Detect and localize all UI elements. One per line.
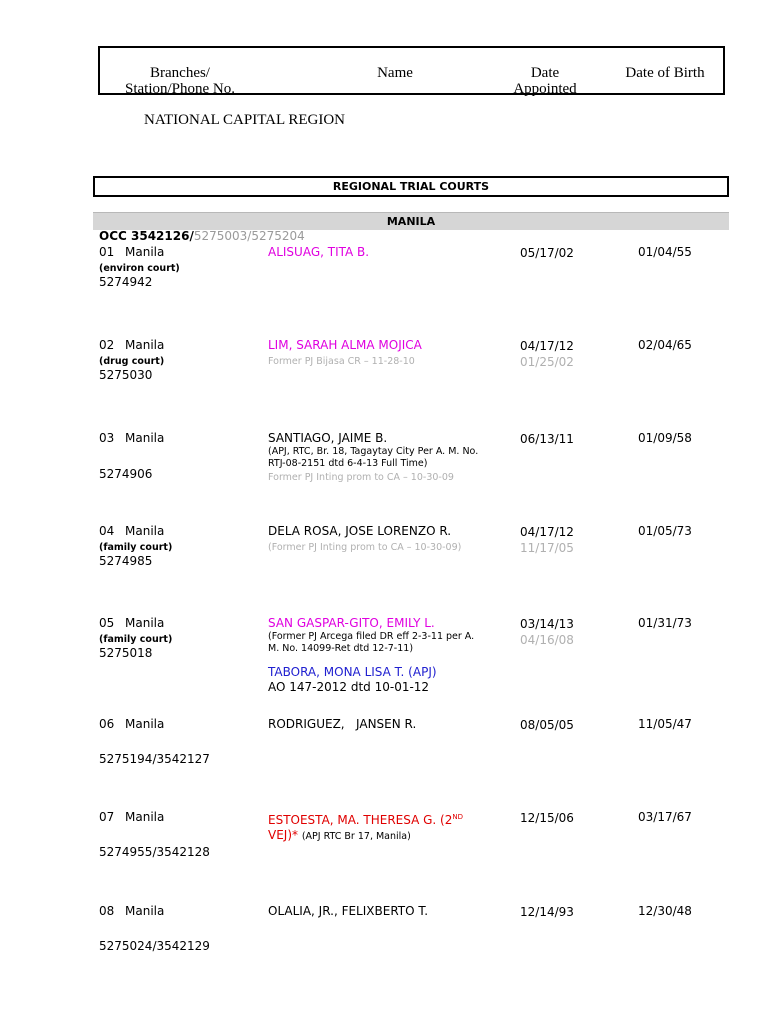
judge-name: SAN GASPAR-GITO, EMILY L. — [268, 616, 435, 630]
judge-name: SANTIAGO, JAIME B. — [268, 431, 388, 445]
name-cell — [268, 431, 493, 485]
branch-city: Manila — [125, 431, 165, 445]
branch-number: 08 — [99, 904, 115, 918]
judge-name: OLALIA, JR., FELIXBERTO T. — [268, 904, 429, 918]
branch-city: Manila — [125, 717, 165, 731]
branch-city: Manila — [125, 245, 165, 259]
branch-cell — [99, 904, 210, 954]
branch-phone: 5275030 — [99, 368, 153, 382]
date-appointed: 12/15/06 — [520, 811, 574, 825]
date-cell — [520, 338, 574, 370]
date-cell — [520, 616, 574, 648]
branch-number: 05 — [99, 616, 115, 630]
branch-cell — [99, 524, 172, 569]
branch-cell — [99, 717, 210, 767]
header-name: Name — [377, 65, 413, 81]
judge-detail: (APJ RTC Br 17, Manila) — [301, 831, 411, 842]
branch-phone: 5274955/3542128 — [99, 845, 210, 859]
branch-city: Manila — [125, 810, 165, 824]
judge-detail: (Former PJ Arcega filed DR eff 2-3-11 per A. M. No. 14099-Ret dtd 12-7-11) — [268, 631, 475, 654]
former-judge-note: Former PJ Bijasa CR – 11-28-10 — [268, 356, 415, 367]
branch-phone: 5274985 — [99, 554, 153, 568]
branch-city: Manila — [125, 524, 165, 538]
name-cell — [268, 338, 493, 369]
date-of-birth: 01/05/73 — [638, 524, 692, 538]
occ-number: OCC 3542126/ — [99, 229, 194, 243]
branch-number: 01 — [99, 245, 115, 259]
table-header — [98, 46, 725, 95]
apj-name: TABORA, MONA LISA T. (APJ) — [268, 665, 437, 679]
date-cell — [520, 524, 574, 556]
branch-city: Manila — [125, 616, 165, 630]
branch-cell — [99, 616, 172, 661]
name-cell — [268, 616, 493, 695]
date-previous: 04/16/08 — [520, 633, 574, 647]
branch-phone: 5275024/3542129 — [99, 939, 210, 953]
header-date-line1: Date — [530, 65, 560, 81]
header-branches-line2: Station/Phone No. — [124, 81, 235, 97]
branch-cell — [99, 431, 164, 482]
branch-cell — [99, 810, 210, 860]
judge-name: LIM, SARAH ALMA MOJICA — [268, 338, 422, 352]
header-date-appointed — [500, 65, 590, 97]
header-branches-line1: Branches/ — [150, 65, 210, 81]
judge-name: ESTOESTA, MA. THERESA G. (2 — [268, 813, 453, 827]
date-of-birth: 01/04/55 — [638, 245, 692, 259]
occ-line — [99, 229, 305, 243]
branch-note: (family court) — [99, 634, 173, 645]
date-appointed: 08/05/05 — [520, 718, 574, 732]
name-cell — [268, 524, 493, 555]
header-branches — [100, 65, 260, 97]
date-of-birth: 01/09/58 — [638, 431, 692, 445]
date-of-birth: 12/30/48 — [638, 904, 692, 918]
date-previous: 11/17/05 — [520, 541, 574, 555]
date-appointed: 04/17/12 — [520, 525, 574, 539]
occ-alt-numbers: 5275003/5275204 — [193, 229, 305, 243]
branch-city: Manila — [125, 904, 165, 918]
branch-city: Manila — [125, 338, 165, 352]
former-judge-note: Former PJ Inting prom to CA – 10-30-09 — [268, 472, 454, 483]
judge-name: ALISUAG, TITA B. — [268, 245, 370, 259]
judge-detail: (APJ, RTC, Br. 18, Tagaytay City Per A. M. No. RTJ-08-2151 dtd 6-4-13 Full Time) — [268, 446, 479, 469]
date-appointed: 04/17/12 — [520, 339, 574, 353]
branch-phone: 5274906 — [99, 467, 153, 481]
name-cell — [268, 810, 493, 843]
branch-phone: 5275194/3542127 — [99, 752, 210, 766]
judge-name-cont: VEJ)* — [268, 828, 299, 842]
date-of-birth: 03/17/67 — [638, 810, 692, 824]
date-of-birth: 01/31/73 — [638, 616, 692, 630]
header-date-of-birth: Date of Birth — [625, 65, 705, 81]
branch-number: 07 — [99, 810, 115, 824]
admin-order: AO 147-2012 dtd 10-01-12 — [268, 680, 430, 694]
date-appointed: 06/13/11 — [520, 432, 574, 446]
region-title: NATIONAL CAPITAL REGION — [144, 112, 345, 128]
date-appointed: 03/14/13 — [520, 617, 574, 631]
judge-name-superscript: ND — [452, 813, 463, 821]
branch-note: (family court) — [99, 542, 173, 553]
date-appointed: 05/17/02 — [520, 246, 574, 260]
judge-name: RODRIGUEZ, JANSEN R. — [268, 717, 417, 731]
date-of-birth: 11/05/47 — [638, 717, 692, 731]
date-appointed: 12/14/93 — [520, 905, 574, 919]
city-bar: MANILA — [93, 212, 729, 230]
branch-note: (environ court) — [99, 263, 180, 274]
branch-phone: 5274942 — [99, 275, 153, 289]
branch-number: 03 — [99, 431, 115, 445]
branch-note: (drug court) — [99, 356, 165, 367]
former-judge-note: (Former PJ Inting prom to CA – 10-30-09) — [268, 542, 462, 553]
branch-number: 06 — [99, 717, 115, 731]
branch-cell — [99, 338, 164, 383]
date-of-birth: 02/04/65 — [638, 338, 692, 352]
branch-cell — [99, 245, 180, 290]
branch-phone: 5275018 — [99, 646, 153, 660]
section-title: REGIONAL TRIAL COURTS — [93, 176, 729, 197]
date-previous: 01/25/02 — [520, 355, 574, 369]
judge-name: DELA ROSA, JOSE LORENZO R. — [268, 524, 452, 538]
header-date-line2: Appointed — [513, 81, 577, 97]
branch-number: 04 — [99, 524, 115, 538]
branch-number: 02 — [99, 338, 115, 352]
